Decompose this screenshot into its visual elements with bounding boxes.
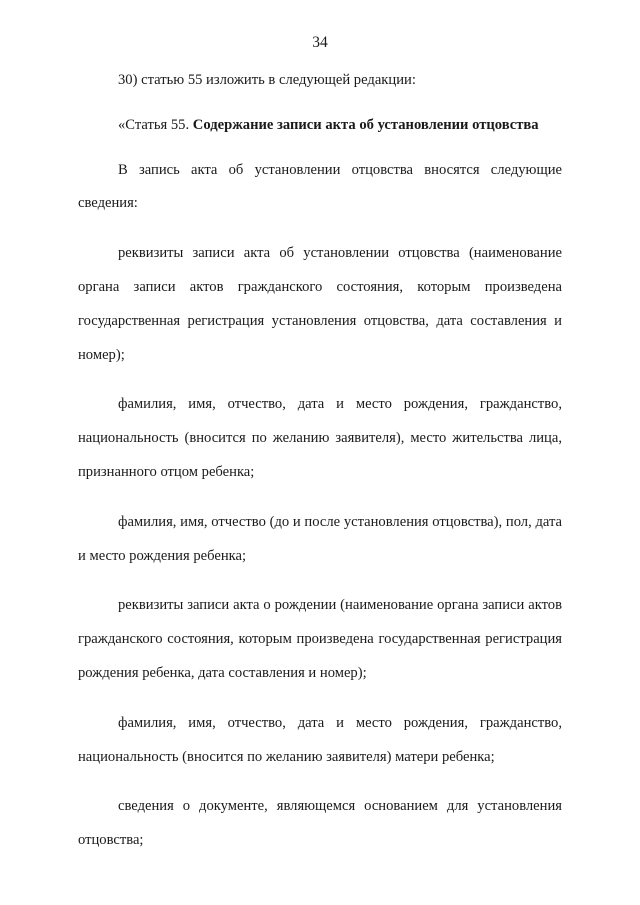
article-title: Содержание записи акта об установлении отцовства <box>192 116 539 133</box>
paragraph-item: фамилия, имя, отчество (до и после установления отцовства), пол, дата и место рождения ребенка; <box>78 513 562 564</box>
article-heading <box>78 109 562 143</box>
paragraph-item: фамилия, имя, отчество, дата и место рождения, гражданство, национальность (вносится по желанию заявителя), место жительства лица, признанного отцом ребенка; <box>78 396 562 480</box>
paragraph-intro: В запись акта об установлении отцовства вносятся следующие сведения: <box>78 161 562 212</box>
paragraph-item: сведения о документе, являющемся основанием для установления отцовства; <box>78 798 562 849</box>
amendment-intro: 30) статью 55 изложить в следующей редакции: <box>118 72 416 88</box>
page-number: 34 <box>312 34 328 51</box>
paragraph-item: реквизиты записи акта о рождении (наименование органа записи актов гражданского состояния, которым произведена государственная регистрация рождения ребенка, дата составления и номер); <box>78 597 562 681</box>
paragraph-item: фамилия, имя, отчество, дата и место рождения, гражданство, национальность (вносится по желанию заявителя) матери ребенка; <box>78 714 562 765</box>
paragraph-item: реквизиты записи акта об установлении отцовства (наименование органа записи актов гражданского состояния, которым произведена государственная регистрация установления отцовства, дата составления и номер); <box>78 245 562 363</box>
document-body <box>78 64 562 858</box>
article-prefix: «Статья 55. <box>118 116 190 133</box>
